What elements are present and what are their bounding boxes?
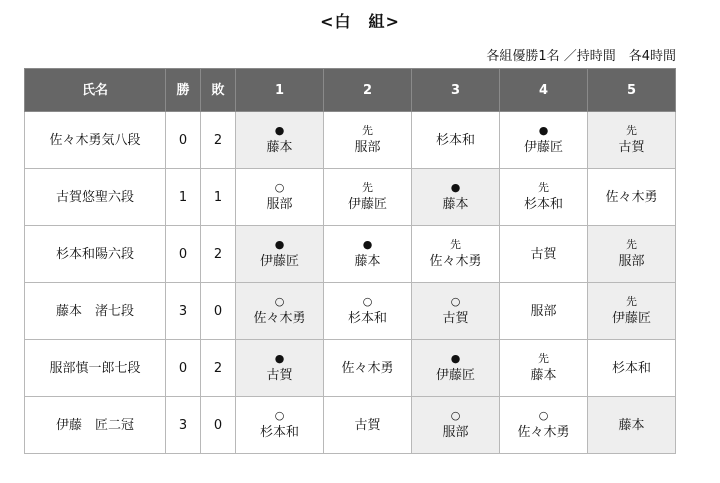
round-cell [412, 397, 500, 454]
result-mark: ○ [450, 409, 461, 422]
column-header-losses: 敗 [201, 69, 236, 112]
opponent-name: 藤本 [530, 368, 557, 383]
losses-count: 2 [201, 226, 236, 283]
opponent-name: 伊藤匠 [259, 254, 299, 269]
result-mark: ● [274, 352, 285, 365]
round-cell [500, 340, 588, 397]
round-cell [236, 340, 324, 397]
player-name: 服部慎一郎七段 [25, 340, 166, 397]
opponent-name: 佐々木勇 [605, 189, 658, 205]
player-name: 伊藤 匠二冠 [25, 397, 166, 454]
opponent-name: 伊藤匠 [523, 140, 563, 155]
round-cell [412, 112, 500, 169]
result-mark: 先 [538, 352, 549, 365]
column-header-round-3: 3 [412, 69, 500, 112]
opponent-name: 藤本 [442, 197, 469, 212]
opponent-name: 服部 [618, 254, 645, 269]
header-row [25, 69, 676, 112]
round-cell [236, 283, 324, 340]
result-mark: ○ [274, 181, 285, 194]
result-mark: 先 [362, 124, 373, 137]
rules-note: 各組優勝1名 ／持時間 各4時間 [486, 49, 676, 64]
round-cell [236, 226, 324, 283]
result-mark: ○ [274, 409, 285, 422]
opponent-name: 古賀 [354, 417, 381, 433]
losses-count: 2 [201, 340, 236, 397]
losses-count: 0 [201, 283, 236, 340]
round-cell [588, 169, 676, 226]
opponent-name: 佐々木勇 [517, 425, 570, 440]
round-cell [236, 397, 324, 454]
round-cell [412, 169, 500, 226]
round-cell [500, 397, 588, 454]
table-row [25, 226, 676, 283]
wins-count: 0 [166, 226, 201, 283]
result-mark: 先 [626, 238, 637, 251]
result-mark: ● [450, 181, 461, 194]
opponent-name: 藤本 [266, 140, 293, 155]
opponent-name: 杉本和 [611, 360, 651, 376]
round-cell [588, 340, 676, 397]
opponent-name: 古賀 [618, 140, 645, 155]
column-header-round-5: 5 [588, 69, 676, 112]
opponent-name: 杉本和 [435, 132, 475, 148]
round-cell [500, 283, 588, 340]
round-cell [324, 397, 412, 454]
opponent-name: 古賀 [266, 368, 293, 383]
round-cell [588, 397, 676, 454]
result-mark: 先 [626, 124, 637, 137]
table-row [25, 283, 676, 340]
round-cell [324, 169, 412, 226]
table-row [25, 397, 676, 454]
column-header-round-2: 2 [324, 69, 412, 112]
round-cell [324, 340, 412, 397]
table-row [25, 169, 676, 226]
opponent-name: 古賀 [442, 311, 469, 326]
round-cell [500, 226, 588, 283]
wins-count: 0 [166, 340, 201, 397]
round-cell [236, 169, 324, 226]
round-cell [412, 340, 500, 397]
opponent-name: 杉本和 [523, 197, 563, 212]
opponent-name: 杉本和 [347, 311, 387, 326]
losses-count: 2 [201, 112, 236, 169]
league-table [24, 68, 676, 454]
round-cell [324, 226, 412, 283]
opponent-name: 服部 [442, 425, 469, 440]
result-mark: ○ [274, 295, 285, 308]
opponent-name: 藤本 [354, 254, 381, 269]
opponent-name: 杉本和 [259, 425, 299, 440]
result-mark: ● [274, 124, 285, 137]
table-row [25, 112, 676, 169]
round-cell [412, 283, 500, 340]
player-name: 藤本 渚七段 [25, 283, 166, 340]
column-header-name: 氏名 [25, 69, 166, 112]
opponent-name: 服部 [530, 303, 557, 319]
result-mark: ● [450, 352, 461, 365]
losses-count: 1 [201, 169, 236, 226]
result-mark: 先 [362, 181, 373, 194]
opponent-name: 伊藤匠 [611, 311, 651, 326]
result-mark: ● [538, 124, 549, 137]
player-name: 佐々木勇気八段 [25, 112, 166, 169]
result-mark: ● [362, 238, 373, 251]
wins-count: 1 [166, 169, 201, 226]
round-cell [412, 226, 500, 283]
table-row [25, 340, 676, 397]
round-cell [500, 112, 588, 169]
wins-count: 0 [166, 112, 201, 169]
opponent-name: 古賀 [530, 246, 557, 262]
result-mark: ● [274, 238, 285, 251]
result-mark: ○ [538, 409, 549, 422]
opponent-name: 佐々木勇 [429, 254, 482, 269]
page-title: <白 組> [320, 12, 400, 31]
round-cell [500, 169, 588, 226]
result-mark: 先 [626, 295, 637, 308]
opponent-name: 伊藤匠 [347, 197, 387, 212]
round-cell [236, 112, 324, 169]
round-cell [324, 283, 412, 340]
player-name: 古賀悠聖六段 [25, 169, 166, 226]
column-header-round-1: 1 [236, 69, 324, 112]
opponent-name: 服部 [266, 197, 293, 212]
opponent-name: 伊藤匠 [435, 368, 475, 383]
result-mark: 先 [538, 181, 549, 194]
column-header-round-4: 4 [500, 69, 588, 112]
opponent-name: 藤本 [618, 417, 645, 433]
result-mark: ○ [450, 295, 461, 308]
player-name: 杉本和陽六段 [25, 226, 166, 283]
losses-count: 0 [201, 397, 236, 454]
round-cell [588, 283, 676, 340]
result-mark: ○ [362, 295, 373, 308]
opponent-name: 佐々木勇 [341, 360, 394, 376]
round-cell [324, 112, 412, 169]
opponent-name: 佐々木勇 [253, 311, 306, 326]
opponent-name: 服部 [354, 140, 381, 155]
round-cell [588, 226, 676, 283]
column-header-wins: 勝 [166, 69, 201, 112]
wins-count: 3 [166, 397, 201, 454]
wins-count: 3 [166, 283, 201, 340]
round-cell [588, 112, 676, 169]
result-mark: 先 [450, 238, 461, 251]
